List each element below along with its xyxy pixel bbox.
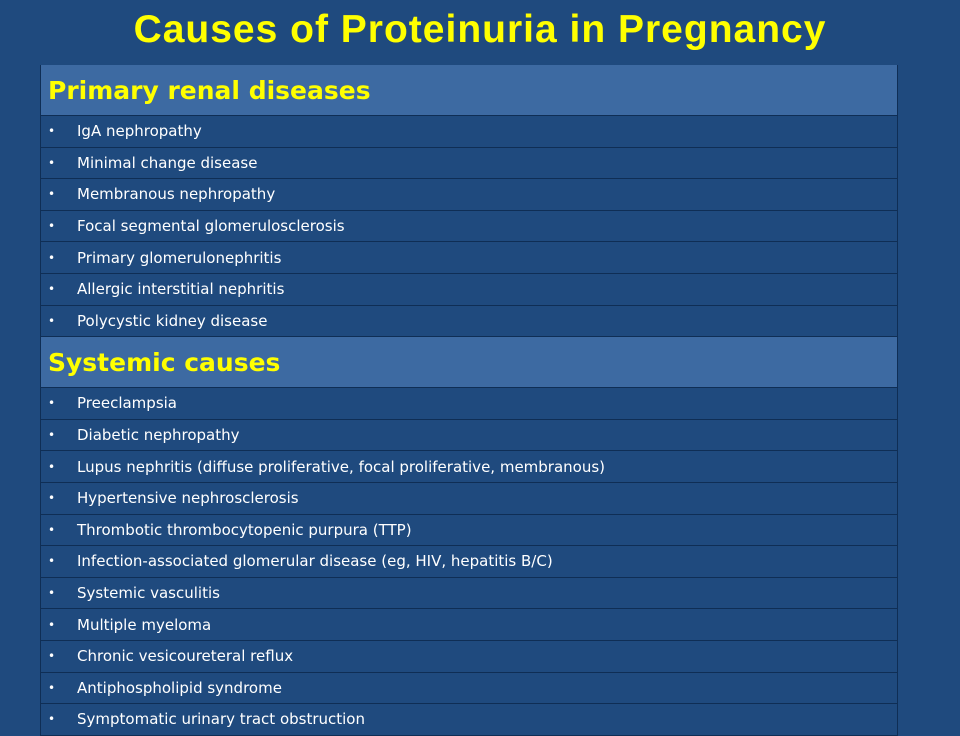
row-label: Systemic vasculitis: [77, 584, 220, 603]
bullet-icon: •: [48, 313, 56, 328]
bullet-icon: •: [48, 617, 56, 632]
row-label: IgA nephropathy: [77, 122, 202, 141]
bullet-icon: •: [48, 522, 56, 537]
row-label: Polycystic kidney disease: [77, 311, 268, 330]
bullet-icon: •: [48, 554, 56, 569]
row-label: Membranous nephropathy: [77, 185, 276, 204]
bullet-icon: •: [48, 712, 56, 727]
table-row: [41, 116, 897, 148]
bullet-icon: •: [48, 219, 56, 234]
row-label: Chronic vesicoureteral reflux: [77, 647, 294, 666]
table-row: [41, 242, 897, 274]
table-row: [41, 306, 897, 338]
row-label: Lupus nephritis (diffuse proliferative, focal proliferative, membranous): [77, 457, 606, 476]
bullet-icon: •: [48, 396, 56, 411]
row-label: Allergic interstitial nephritis: [77, 280, 285, 299]
row-label: Hypertensive nephrosclerosis: [77, 489, 299, 508]
causes-table: [40, 65, 898, 736]
row-label: Focal segmental glomerulosclerosis: [77, 217, 345, 236]
table-row: [41, 546, 897, 578]
bullet-icon: •: [48, 586, 56, 601]
row-label: Minimal change disease: [77, 153, 258, 172]
table-row: [41, 609, 897, 641]
table-row: [41, 483, 897, 515]
table-row: [41, 673, 897, 705]
table-row: [41, 578, 897, 610]
table-row: [41, 211, 897, 243]
table-row: [41, 388, 897, 420]
row-label: Antiphospholipid syndrome: [77, 678, 282, 697]
bullet-icon: •: [48, 459, 56, 474]
section-header-primary-renal: Primary renal diseases: [41, 65, 897, 116]
bullet-icon: •: [48, 155, 56, 170]
bullet-icon: •: [48, 250, 56, 265]
bullet-icon: •: [48, 649, 56, 664]
row-label: Symptomatic urinary tract obstruction: [77, 710, 365, 729]
bullet-icon: •: [48, 187, 56, 202]
table-row: [41, 179, 897, 211]
bullet-icon: •: [48, 282, 56, 297]
row-label: Thrombotic thrombocytopenic purpura (TTP): [77, 520, 412, 539]
section-header-systemic: Systemic causes: [41, 337, 897, 388]
table-row: [41, 274, 897, 306]
bullet-icon: •: [48, 680, 56, 695]
table-row: [41, 515, 897, 547]
row-label: Infection-associated glomerular disease (eg, HIV, hepatitis B/C): [77, 552, 553, 571]
bullet-icon: •: [48, 124, 56, 139]
table-row: [41, 420, 897, 452]
table-row: [41, 148, 897, 180]
row-label: Primary glomerulonephritis: [77, 248, 282, 267]
bullet-icon: •: [48, 428, 56, 443]
slide-title: Causes of Proteinuria in Pregnancy: [133, 8, 827, 51]
row-label: Preeclampsia: [77, 394, 177, 413]
row-label: Multiple myeloma: [77, 615, 212, 634]
bullet-icon: •: [48, 491, 56, 506]
table-row: [41, 641, 897, 673]
row-label: Diabetic nephropathy: [77, 426, 240, 445]
table-row: [41, 451, 897, 483]
